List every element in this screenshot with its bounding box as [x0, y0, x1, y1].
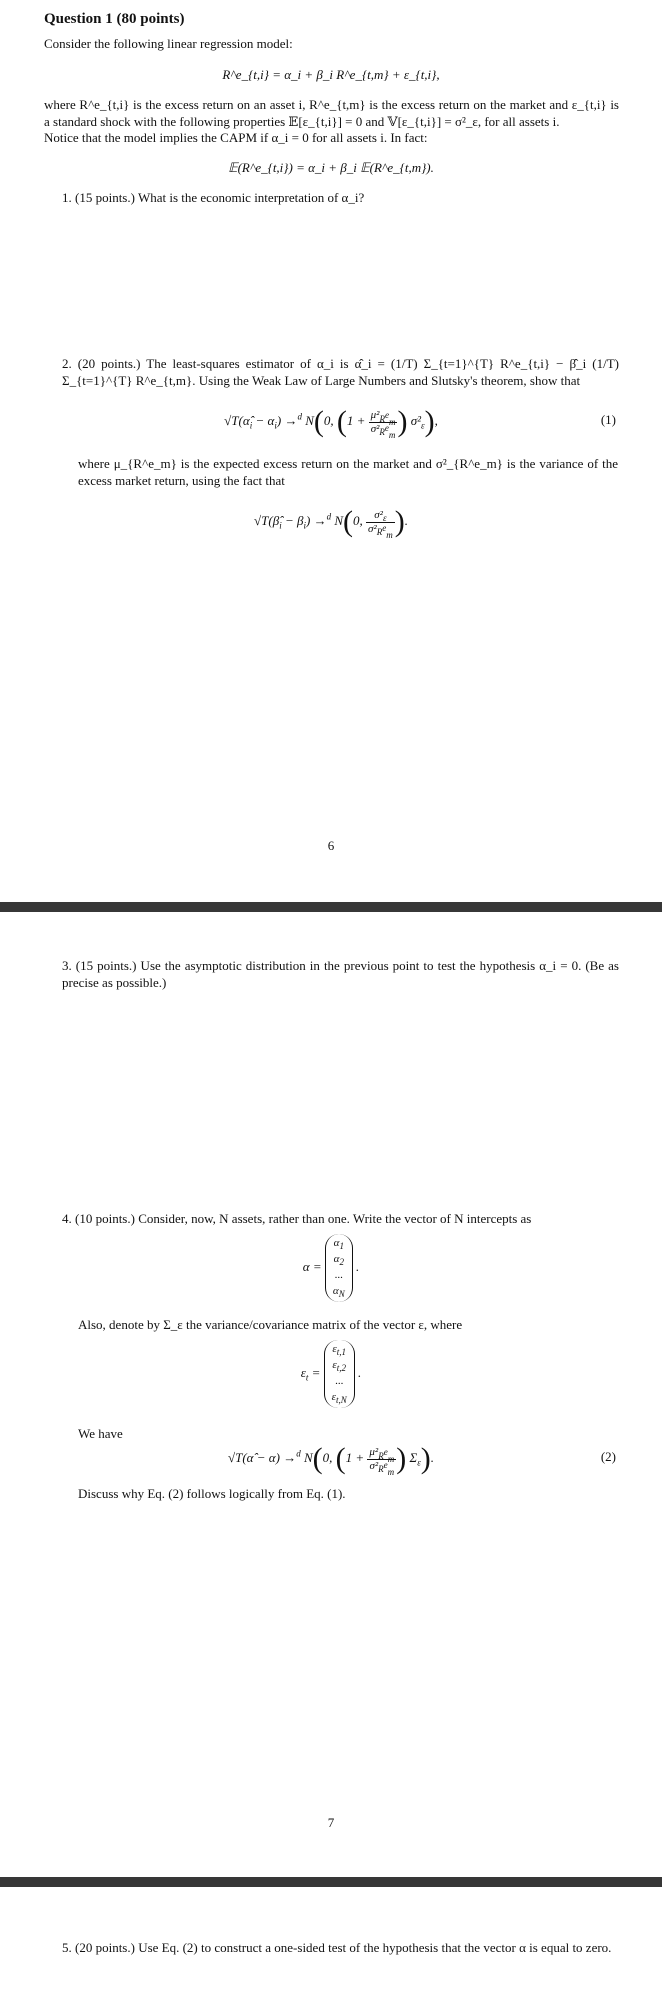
- question-4-sigma-text: Also, denote by Σ_ε the variance/covariance matrix of the vector ε, where: [78, 1317, 463, 1332]
- capm-equation: 𝔼(R^e_{t,i}) = α_i + β_i 𝔼(R^e_{t,m}).: [228, 160, 434, 175]
- question-2-after: where μ_{R^e_m} is the expected excess return on the market and σ²_{R^e_m} is the variance of the excess market return, using the fact that: [78, 456, 618, 488]
- page-8: [0, 1887, 662, 1996]
- question-1: 1. (15 points.) What is the economic interpretation of α_i?: [62, 190, 365, 205]
- question-4: 4. (10 points.) Consider, now, N assets, rather than one. Write the vector of N intercepts as: [62, 1211, 532, 1226]
- equation-1: $√T(\alphâ_i - \alpha_i) \to^d$ N(0, (1 + $\frac{\mu^2_{R^e_m}}{\sigma^2_{R^e_m}}$ ) $\sigma^2_\varepsilon$),: [224, 405, 438, 440]
- question-5: 5. (20 points.) Use Eq. (2) to construct a one-sided test of the hypothesis that the vector α is equal to zero.: [62, 1940, 612, 1955]
- definitions-paragraph: where R^e_{t,i} is the excess return on an asset i, R^e_{t,m} is the excess return on the market and ε_{t,i} is a standard shock with the following properties 𝔼[ε_{t,i}] = 0 and 𝕍[ε_{t,i}] = σ²_ε, for all assets i.: [44, 97, 619, 129]
- equation-1-label: (1): [600, 412, 616, 427]
- question-4-discuss: Discuss why Eq. (2) follows logically from Eq. (1).: [78, 1486, 346, 1501]
- alpha-vector-equation: $\alpha = \alpha_1$ $\alpha_2$ ... $\alpha_N$ .: [0, 1234, 662, 1302]
- page-separator: [0, 902, 662, 912]
- equation-2-label: (2): [600, 1449, 616, 1464]
- model-equation: R^e_{t,i} = α_i + β_i R^e_{t,m} + ε_{t,i},: [222, 67, 440, 82]
- page-7: [0, 912, 662, 1877]
- page-number: 6: [327, 838, 335, 853]
- page-6: [0, 0, 662, 902]
- page-separator: [0, 1877, 662, 1887]
- capm-note: Notice that the model implies the CAPM if α_i = 0 for all assets i. In fact:: [44, 130, 428, 145]
- question-3: 3. (15 points.) Use the asymptotic distribution in the previous point to test the hypothesis α_i = 0. (Be as precise as possible.): [62, 958, 619, 990]
- page-number: 7: [327, 1815, 335, 1830]
- equation-2: √T(α̂ − α) →$^d$ N(0, (1 + $\frac{\mu^2_{R^e_m}}{\sigma^2_{R^e_m}}$ ) $\Sigma_\varepsilon$).: [227, 1442, 434, 1477]
- we-have-text: We have: [78, 1426, 123, 1441]
- question-heading: Question 1 (80 points): [44, 11, 185, 27]
- question-2: 2. (20 points.) The least-squares estimator of α_i is α̂_i = (1/T) Σ_{t=1}^{T} R^e_{t,i} − β̂_i (1/T) Σ_{t=1}^{T} R^e_{t,m}. Using the Weak Law of Large Numbers and Slutsky's theorem, show that: [62, 356, 619, 388]
- epsilon-vector-equation: $\varepsilon_t = \varepsilon_{t,1}$ $\varepsilon_{t,2}$ ... $\varepsilon_{t,N}$ .: [0, 1340, 662, 1408]
- beta-equation: $√T(\betâ_i - \beta_i) \to^d$ N(0, $\frac{\sigma^2_\varepsilon}{\sigma^2_{R^e_m}}$ ).: [254, 505, 408, 540]
- intro-text: Consider the following linear regression model:: [44, 36, 293, 51]
